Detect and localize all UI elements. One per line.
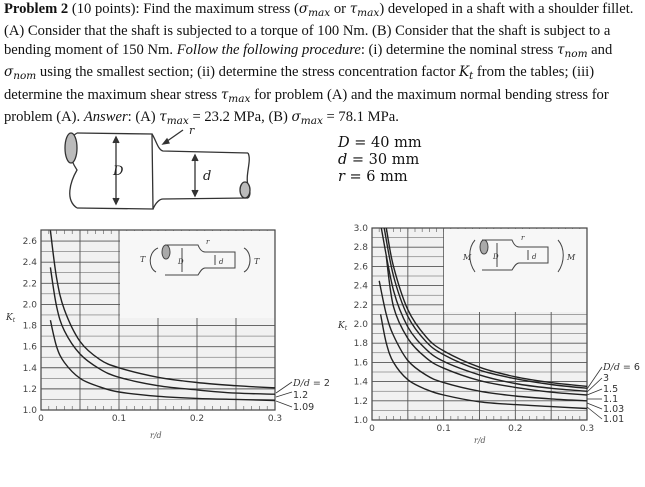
svg-text:T: T (140, 255, 146, 264)
y-tick-label: 1.0 (22, 406, 37, 416)
x-tick-label: 0.2 (508, 424, 523, 434)
svg-text:T: T (254, 257, 260, 266)
x-tick-label: 0 (38, 414, 44, 424)
svg-text:r: r (206, 238, 210, 246)
y-tick-label: 2.8 (353, 243, 368, 254)
problem-statement: Problem 2 (10 points): Find the maximum stress ($\sigma_{max}$ or $\tau_{max}$) developed in a shaft with a shoulder fillet. (A) Consider that the shaft is subjected to a torque of 100 Nm. (B) Consider that the shaft is subject to a bending moment of 150 Nm. Follow the following procedure: (i) determine the nominal stress $\tau_{nom}$ and $\sigma_{nom}$ using the smallest section; (ii) determine the stress concentration factor $K_t$ from the tables; (iii) determine the maximum shear stress $\tau_{max}$ for problem (A) and the maximum normal bending stress for problem (A). Answer: (A) $\tau_{max} = 23.2$ MPa, (B) $\sigma_{max} = 78.1$ MPa. (4, 1, 634, 128)
y-tick-label: 3.0 (353, 224, 368, 234)
y-tick-label: 1.4 (353, 377, 368, 388)
svg-text:d: d (219, 258, 224, 266)
x-tick-label: 0.1 (436, 424, 451, 434)
legend-label: 1.5 (603, 384, 619, 395)
y-tick-label: 2.0 (353, 320, 368, 330)
bending-legend (587, 362, 640, 425)
x-tick-label: 0.1 (111, 414, 127, 424)
y-tick-label: 1.6 (22, 342, 37, 353)
torsion-xlabel: r/d (150, 431, 162, 440)
torsion-inset (120, 231, 274, 318)
legend-label: 1.1 (603, 394, 619, 405)
procedure-label: Follow the following procedure (176, 41, 361, 58)
y-tick-label: 1.0 (353, 416, 368, 426)
given-r: r = 6 mm (338, 169, 408, 185)
svg-text:M: M (463, 253, 472, 262)
bending-ylabel: $K_t$ (338, 321, 348, 332)
svg-text:r: r (521, 234, 525, 242)
y-tick-label: 1.4 (22, 363, 37, 374)
torsion-ylabel: $K_t$ (6, 313, 16, 324)
svg-text:D: D (493, 253, 499, 261)
bending-xlabel: r/d (474, 436, 486, 445)
y-tick-label: 2.6 (22, 237, 37, 248)
given-d: d = 30 mm (338, 152, 420, 168)
svg-text:d: d (532, 253, 537, 261)
y-tick-label: 2.2 (22, 279, 37, 290)
x-tick-label: 0 (369, 424, 375, 434)
y-tick-label: 1.8 (353, 339, 368, 350)
shaft-diagram (65, 130, 250, 209)
torsion-legend (276, 378, 330, 413)
y-tick-label: 2.2 (353, 300, 368, 311)
legend-label: 1.01 (603, 414, 625, 425)
x-tick-label: 0.3 (267, 414, 283, 424)
svg-text:1.2: 1.2 (293, 390, 309, 401)
legend-label: D/d = 6 (603, 362, 640, 373)
bending-chart (337, 224, 640, 445)
diagram-d-label: d (203, 169, 212, 184)
svg-text:M: M (567, 253, 576, 262)
svg-text:1.09: 1.09 (293, 402, 315, 413)
y-tick-label: 1.2 (22, 384, 37, 395)
svg-text:D/d = 2: D/d = 2 (293, 378, 330, 389)
given-D: D = 40 mm (338, 135, 422, 151)
legend-label: 1.03 (603, 404, 625, 415)
y-tick-label: 1.6 (353, 358, 368, 369)
y-tick-label: 2.4 (22, 258, 37, 269)
torsion-chart (5, 230, 330, 440)
bending-inset (444, 229, 586, 312)
legend-label: 3 (603, 373, 610, 384)
diagram-r-label: r (189, 124, 195, 137)
x-tick-label: 0.3 (579, 424, 595, 434)
y-tick-label: 2.0 (22, 300, 37, 311)
y-tick-label: 1.8 (22, 321, 37, 332)
diagram-D-label: D (113, 164, 124, 179)
y-tick-label: 1.2 (353, 396, 368, 407)
problem-heading: Problem 2 (4, 1, 69, 17)
x-tick-label: 0.2 (189, 414, 205, 424)
y-tick-label: 2.4 (353, 281, 368, 292)
svg-text:D: D (178, 258, 184, 266)
y-tick-label: 2.6 (353, 262, 368, 273)
answer-label: Answer (83, 109, 128, 126)
